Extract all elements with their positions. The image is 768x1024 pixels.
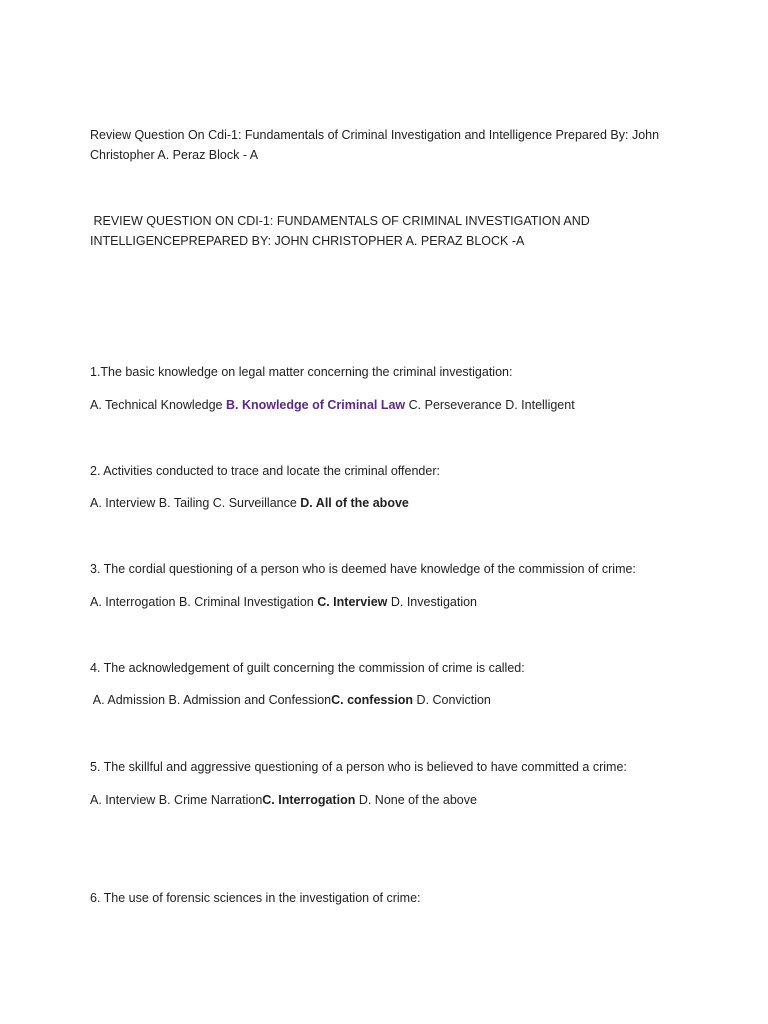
options-text: A. Interview B. Tailing C. Surveillance xyxy=(90,496,301,510)
doc-heading-upper-line-1: REVIEW QUESTION ON CDI-1: FUNDAMENTALS OF CRIMINAL INVESTIGATION AND xyxy=(90,214,590,228)
question-6-text: 6. The use of forensic sciences in the investigation of crime: xyxy=(90,891,421,905)
question-1-options xyxy=(90,395,575,415)
question-5-text: 5. The skillful and aggressive questioning of a person who is believed to have committed a crime: xyxy=(90,760,627,774)
correct-answer: C. Interview xyxy=(317,595,388,609)
options-text: D. Conviction xyxy=(413,693,491,707)
correct-answer: C. Interrogation xyxy=(262,793,356,807)
question-1-text: 1.The basic knowledge on legal matter concerning the criminal investigation: xyxy=(90,365,513,379)
options-text: A. Admission B. Admission and Confession xyxy=(90,693,332,707)
question-5-options xyxy=(90,790,477,810)
doc-heading-upper-line-2: INTELLIGENCEPREPARED BY: JOHN CHRISTOPHER A. PERAZ BLOCK -A xyxy=(90,234,525,248)
options-text: C. Perseverance D. Intelligent xyxy=(405,398,575,412)
options-text: A. Technical Knowledge xyxy=(90,398,226,412)
question-4-text: 4. The acknowledgement of guilt concerning the commission of crime is called: xyxy=(90,661,525,675)
options-text: A. Interview B. Crime Narration xyxy=(90,793,263,807)
question-3-text: 3. The cordial questioning of a person who is deemed have knowledge of the commission of crime: xyxy=(90,562,636,576)
options-text: D. Investigation xyxy=(387,595,478,609)
options-text: A. Interrogation B. Criminal Investigation xyxy=(90,595,318,609)
correct-answer: C. confession xyxy=(331,693,414,707)
question-4-options xyxy=(90,690,491,710)
doc-title-line-1: Review Question On Cdi-1: Fundamentals of Criminal Investigation and Intelligence Prepared By: John xyxy=(90,128,660,142)
question-2-text: 2. Activities conducted to trace and locate the criminal offender: xyxy=(90,464,440,478)
question-3-options xyxy=(90,592,477,612)
doc-title-line-2: Christopher A. Peraz Block - A xyxy=(90,148,259,162)
correct-answer: B. Knowledge of Criminal Law xyxy=(225,398,406,412)
question-2-options xyxy=(90,493,409,513)
correct-answer: D. All of the above xyxy=(300,496,409,510)
options-text: D. None of the above xyxy=(355,793,477,807)
